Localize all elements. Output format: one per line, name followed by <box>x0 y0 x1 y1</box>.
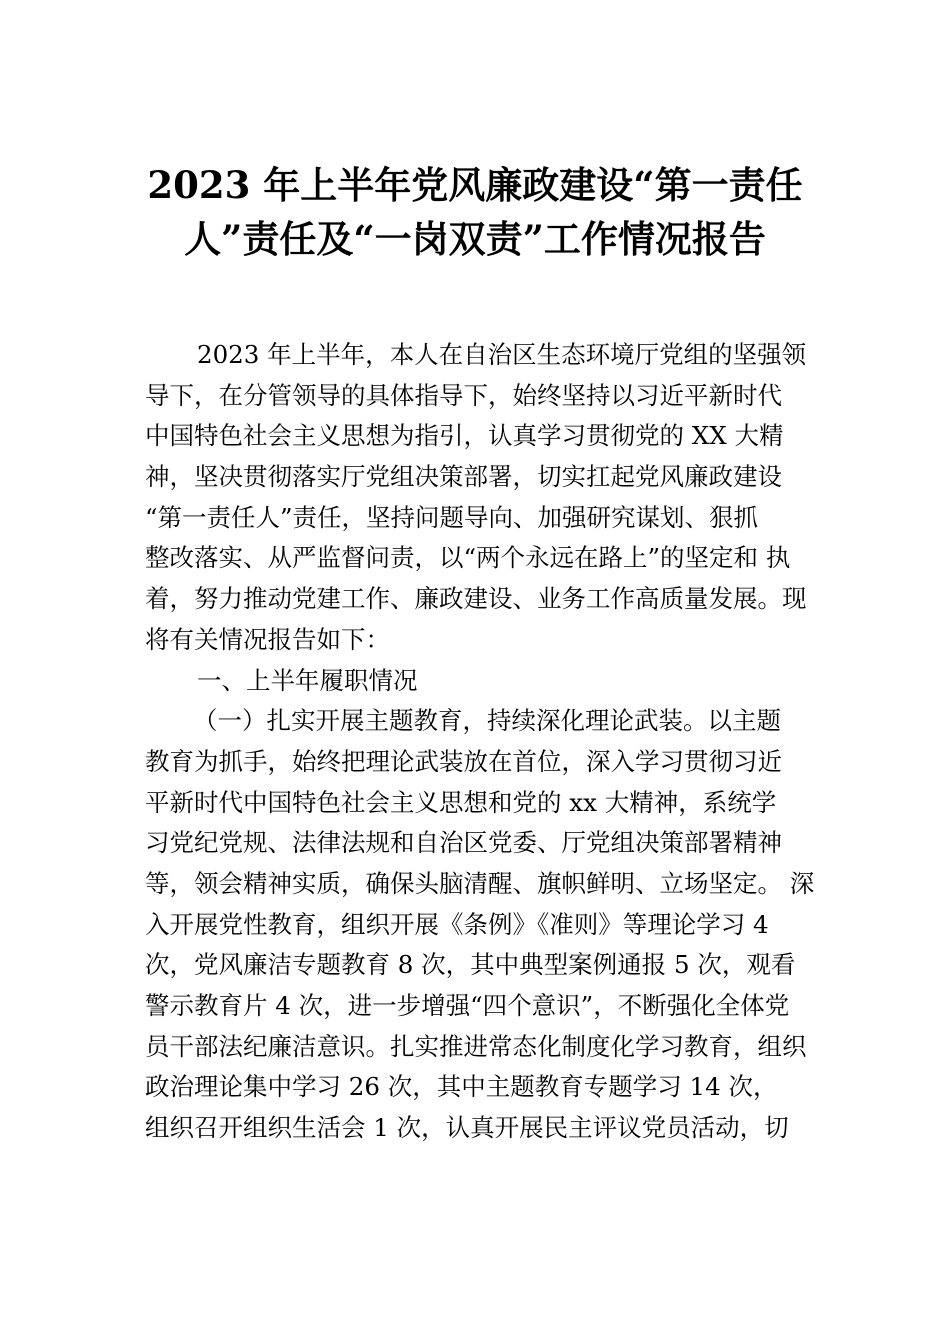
paragraph-line: “第一责任人”责任，坚持问题导向、加强研究谋划、狠抓 <box>145 502 759 532</box>
document-title <box>120 158 830 266</box>
paragraph-line: （一）扎实开展主题教育，持续深化理论武装。以主题 <box>193 706 781 736</box>
paragraph-line: 警示教育片 4 次，进一步增强“四个意识”，不断强化全体党 <box>145 991 790 1020</box>
paragraph-line: 神，坚决贯彻落实厅党组决策部署，切实扛起党风廉政建设 <box>145 462 782 492</box>
paragraph-line: 将有关情况报告如下： <box>145 624 390 654</box>
section-heading: 一、上半年履职情况 <box>197 665 418 695</box>
paragraph-line: 整改落实、从严监督问责，以“两个永远在路上”的坚定和 执 <box>145 543 791 573</box>
paragraph-line: 中国特色社会主义思想为指引，认真学习贯彻党的 XX 大精 <box>145 421 784 451</box>
paragraph-line: 2023 年上半年，本人在自治区生态环境厅党组的坚强领 <box>197 340 807 369</box>
paragraph-line: 次，党风廉洁专题教育 8 次，其中典型案例通报 5 次，观看 <box>145 950 796 980</box>
paragraph-line: 入开展党性教育，组织开展《条例》《准则》等理论学习 4 <box>145 909 769 939</box>
paragraph-line: 政治理论集中学习 26 次，其中主题教育专题学习 14 次， <box>145 1072 778 1102</box>
paragraph-line: 等，领会精神实质，确保头脑清醒、旗帜鲜明、立场坚定。 深 <box>145 868 815 898</box>
paragraph-line: 习党纪党规、法律法规和自治区党委、厅党组决策部署精神 <box>145 828 782 858</box>
paragraph-line: 教育为抓手，始终把理论武装放在首位，深入学习贯彻习近 <box>145 746 782 776</box>
paragraph-line: 组织召开组织生活会 1 次，认真开展民主评议党员活动，切 <box>145 1113 789 1143</box>
document-body <box>145 335 825 1149</box>
paragraph-line: 导下，在分管领导的具体指导下，始终坚持以习近平新时代 <box>145 380 782 410</box>
paragraph-line: 着，努力推动党建工作、廉政建设、业务工作高质量发展。现 <box>145 584 807 614</box>
title-line: 2023 年上半年党风廉政建设“第一责任 <box>147 163 803 207</box>
paragraph-line: 平新时代中国特色社会主义思想和党的 xx 大精神，系统学 <box>145 787 777 817</box>
title-line: 人”责任及“一岗双责”工作情况报告 <box>184 217 766 261</box>
paragraph-line: 员干部法纪廉洁意识。扎实推进常态化制度化学习教育，组织 <box>145 1031 807 1061</box>
